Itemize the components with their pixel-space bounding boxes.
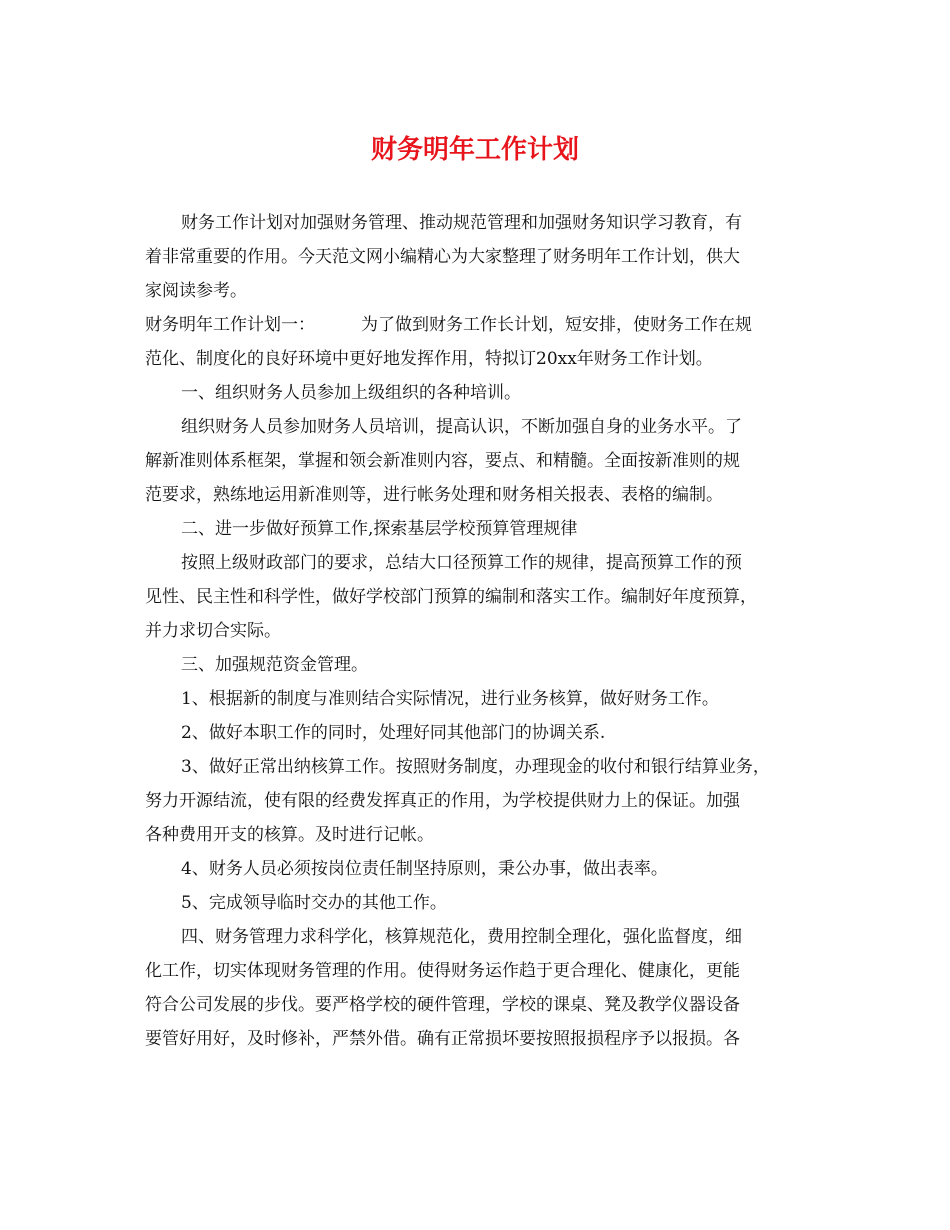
paragraph-line: 范化、制度化的良好环境中更好地发挥作用，特拟订20xx年财务工作计划。	[145, 349, 713, 369]
plan-one-line	[145, 308, 815, 342]
paragraph-line: 财务工作计划对加强财务管理、推动规范管理和加强财务知识学习教育，有	[181, 213, 742, 233]
list-item: 4、财务人员必须按岗位责任制坚持原则，秉公办事，做出表率。	[181, 859, 668, 879]
section-heading: 四、财务管理力求科学化，核算规范化，费用控制全理化，强化监督度，细	[181, 927, 742, 947]
paragraph-line: 解新准则体系框架，掌握和领会新准则内容，要点、和精髓。全面按新准则的规	[145, 451, 740, 471]
list-item: 5、完成领导临时交办的其他工作。	[181, 893, 447, 913]
document-body	[145, 206, 815, 1056]
paragraph-line: 范要求，熟练地运用新准则等，进行帐务处理和财务相关报表、表格的编制。	[145, 485, 723, 505]
list-item: 1、根据新的制度与准则结合实际情况，进行业务核算，做好财务工作。	[181, 689, 719, 709]
section-heading: 二、进一步做好预算工作,探索基层学校预算管理规律	[181, 519, 578, 539]
list-item: 3、做好正常出纳核算工作。按照财务制度，办理现金的收付和银行结算业务，	[181, 757, 770, 777]
paragraph-line: 并力求切合实际。	[145, 621, 281, 641]
paragraph-line: 化工作，切实体现财务管理的作用。使得财务运作趋于更合理化、健康化，更能	[145, 961, 740, 981]
plan-one-text: 为了做到财务工作长计划，短安排，使财务工作在规	[361, 315, 752, 335]
section-heading: 三、加强规范资金管理。	[181, 655, 368, 675]
paragraph-line: 要管好用好，及时修补，严禁外借。确有正常损坏要按照报损程序予以报损。各	[145, 1029, 740, 1049]
paragraph-line: 符合公司发展的步伐。要严格学校的硬件管理，学校的课桌、凳及教学仪器设备	[145, 995, 740, 1015]
paragraph-line: 按照上级财政部门的要求，总结大口径预算工作的规律，提高预算工作的预	[181, 553, 742, 573]
section-heading: 一、组织财务人员参加上级组织的各种培训。	[181, 383, 521, 403]
plan-one-heading: 财务明年工作计划一：	[145, 315, 315, 335]
paragraph-line: 努力开源结流，使有限的经费发挥真正的作用，为学校提供财力上的保证。加强	[145, 791, 740, 811]
paragraph-line: 各种费用开支的核算。及时进行记帐。	[145, 825, 434, 845]
paragraph-line: 见性、民主性和科学性，做好学校部门预算的编制和落实工作。编制好年度预算，	[145, 587, 757, 607]
document-title: 财务明年工作计划	[370, 135, 579, 165]
paragraph-line: 家阅读参考。	[145, 281, 247, 301]
list-item: 2、做好本职工作的同时，处理好同其他部门的协调关系.	[181, 723, 606, 743]
paragraph-line: 着非常重要的作用。今天范文网小编精心为大家整理了财务明年工作计划，供大	[145, 247, 740, 267]
paragraph-line: 组织财务人员参加财务人员培训，提高认识，不断加强自身的业务水平。了	[181, 417, 742, 437]
